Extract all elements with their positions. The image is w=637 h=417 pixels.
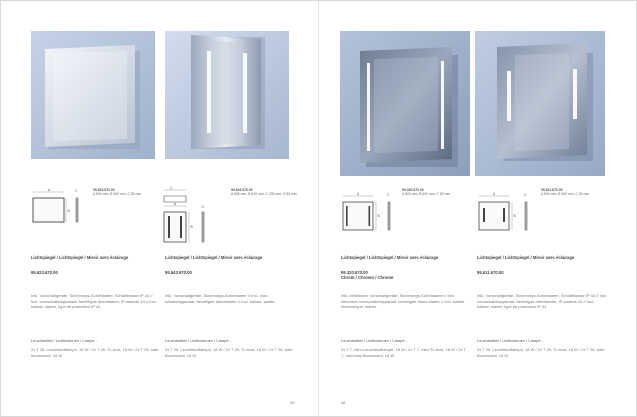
left-page xyxy=(0,0,318,417)
article-number-3-finish: Chrom / Chroom / Chrome xyxy=(341,275,394,281)
page-number-left: 29 xyxy=(290,400,295,405)
article-number-3-code: 95.320.670.00 xyxy=(341,270,368,275)
lamps-heading-3: Leuchtmittel / Lichtbronnen / Lampe : xyxy=(341,338,407,343)
lamps-text-1: 2x T 26, Leuchtstofflampe, 18 W / 2x T 26, TL-buis, 18 W / 2x T 26, tube fluorescent, 18 W xyxy=(31,347,159,358)
lamps-heading-2: Leuchtmittel / Lichtbronnen / Lampe : xyxy=(165,338,231,343)
dimension-sketch-1 xyxy=(30,186,86,226)
product-description-2: Inkl. Vorschaltgeräte, Sicherungs-Sofortstarter // Incl. voor-schakelapparaat, beveiligde directstarter // Incl. ballast, starter xyxy=(165,293,275,304)
sketch-label-a: A xyxy=(48,188,51,192)
article-number-2: 95.643.670.00 xyxy=(165,270,192,275)
product-code-4: 95.611.670.00 A 600 mm, B 600 mm, C 50 mm xyxy=(541,188,590,197)
lamps-text-4: 2x T 26, Leuchtstofflampe, 18 W / 2x T 26, TL-buis, 18 W / 2x T 26, tube fluorescent, 18 W xyxy=(477,347,605,358)
sketch-label-c3: C xyxy=(387,193,390,197)
mirror-photo-1 xyxy=(31,31,155,159)
page-number-right: 46 xyxy=(341,400,346,405)
sketch-label-b2: B xyxy=(190,225,193,229)
mirror-photo-4 xyxy=(475,31,605,176)
sketch-label-c2: C xyxy=(170,186,173,191)
article-number-3 xyxy=(341,270,471,281)
lamps-text-3: 2x T 7, Mini-Leuchtstofflampe, 18 W / 2x T 7, mini-TL-buis, 18 W / 2x T 7, mini-tube fluorescent, 18 W xyxy=(341,347,466,358)
sketch-label-c: C xyxy=(75,189,78,193)
mirror-photo-3 xyxy=(340,31,470,176)
sketch-label-d2: D xyxy=(201,205,204,209)
sketch-label-b3: B xyxy=(377,214,380,218)
product-description-1: Inkl. Vorschaltgeräte, Sicherungs-Sofortstarter, Schubtblasse IP 44 // Incl. voorschakelapparaat, beveiligde directstarter, IP-waarde 44 // Incl. ballast, starter, type de protection IP 44 xyxy=(31,293,157,310)
product-description-4: Inkl. Vorschaltgeräte, Sicherungs-Sofortstarter, Schubtblasse IP 44 // Incl. voorschakelapparaat, beveiligde directstarter, IP-waarde 44 // Incl. ballast, starter, type de protection IP 44 xyxy=(477,293,607,310)
product-heading-1: Lichtspiegel / Lichtspiegel / Miroir avec éclairage xyxy=(31,255,129,260)
product-heading-4: Lichtspiegel / Lichtspiegel / Miroir avec éclairage xyxy=(477,255,575,260)
sketch-label-b: B xyxy=(67,209,70,213)
product-description-3: Inkl. elektrische Vorschaltgeräte, Sicherungs-Sofortstarter // Incl. electrisch voorschakelapparaat, beveiligde direct-starter // Incl. ballast électronique, starter xyxy=(341,293,465,310)
right-page xyxy=(319,0,637,417)
product-heading-2: Lichtspiegel / Lichtspiegel / Miroir avec éclairage xyxy=(165,255,263,260)
article-number-4: 95.611.670.00 xyxy=(477,270,504,275)
product-code-3: 95.320.670.00 A 600 mm, B 600 mm, C 50 mm xyxy=(402,188,451,197)
sketch-label-a2: A xyxy=(174,202,177,206)
dimension-sketch-4 xyxy=(475,190,537,234)
sketch-label-a3: A xyxy=(357,192,360,196)
article-number-1: 95.623.670.00 xyxy=(31,270,58,275)
sketch-label-a4: A xyxy=(493,192,496,196)
sketch-label-c4: C xyxy=(524,193,527,197)
product-heading-3: Lichtspiegel / Lichtspiegel / Miroir avec éclairage xyxy=(341,255,439,260)
dimension-sketch-3 xyxy=(339,190,399,234)
lamps-heading-1: Leuchtmittel / Lichtbronnen / Lampe : xyxy=(31,338,97,343)
product-code-1: 95.623.670.00 A 600 mm, B 600 mm, C 80 mm xyxy=(93,188,142,197)
lamps-heading-4: Leuchtmittel / Lichtbronnen / Lampe : xyxy=(477,338,543,343)
product-code-2: 95.643.670.00 A 665 mm, B 610 mm, C 205 mm, D 83 mm xyxy=(231,188,297,197)
mirror-photo-2 xyxy=(165,31,289,159)
lamps-text-2: 2x T 26, Leuchtstofflampe, 18 W / 2x T 26, TL-buis, 18 W / 2x T 26, tube fluorescent, 18 W xyxy=(165,347,293,358)
sketch-label-b4: B xyxy=(513,214,516,218)
dimension-sketch-2 xyxy=(160,186,220,246)
